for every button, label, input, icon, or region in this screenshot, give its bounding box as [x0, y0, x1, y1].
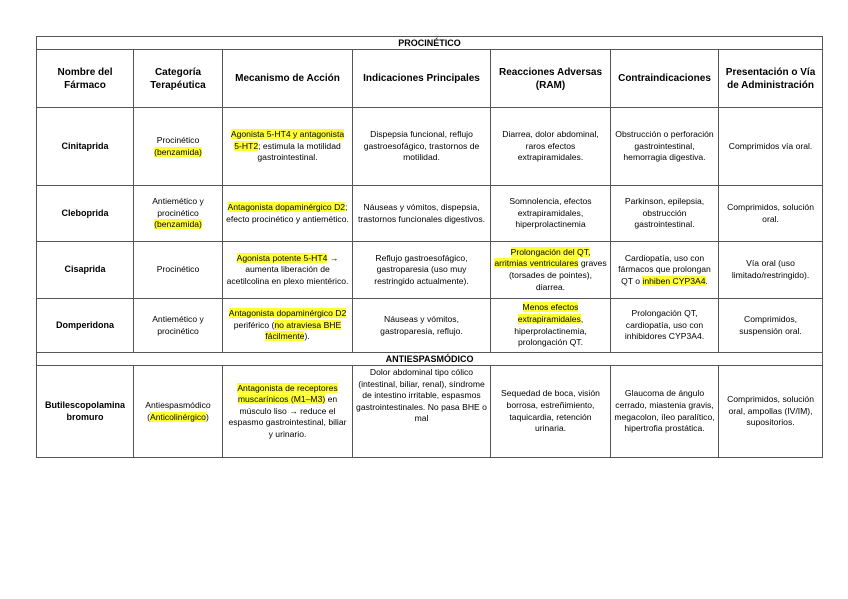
section-title-antiespasmodico: ANTIESPASMÓDICO [37, 353, 823, 366]
drug-presentation: Comprimidos, suspensión oral. [719, 299, 823, 353]
drug-adverse-reactions [491, 299, 611, 353]
header-indicaciones: Indicaciones Principales [353, 50, 491, 108]
mechanism-text: ; efecto procinético y antiemético. [226, 201, 349, 224]
category-text: Procinético [156, 134, 200, 145]
table-row [37, 108, 823, 186]
header-reacciones: Reacciones Adversas (RAM) [491, 50, 611, 108]
drug-mechanism [223, 366, 353, 458]
section-title-procinetico: PROCINÉTICO [37, 37, 823, 50]
drug-name: Butilescopolamina bromuro [37, 366, 134, 458]
drug-presentation: Comprimidos, solución oral, ampollas (IV/IM), supositorios. [719, 366, 823, 458]
drug-category: Procinético [134, 242, 223, 299]
drug-indications: Dispepsia funcional, reflujo gastroesofágico, trastornos de motilidad. [353, 108, 491, 186]
header-presentacion: Presentación o Vía de Administración [719, 50, 823, 108]
drug-table [36, 36, 823, 458]
drug-indications: Náuseas y vómitos, gastroparesia, reflujo. [353, 299, 491, 353]
drug-mechanism [223, 299, 353, 353]
drug-contraindications: Parkinson, epilepsia, obstrucción gastrointestinal. [611, 186, 719, 242]
drug-category [134, 366, 223, 458]
drug-mechanism [223, 186, 353, 242]
category-text: Antiespasmódico ( [145, 399, 211, 422]
mechanism-highlight: Antagonista de receptores muscarínicos (M1–M3) [237, 382, 338, 405]
header-row [37, 50, 823, 108]
drug-name: Cisaprida [37, 242, 134, 299]
category-end: ) [205, 411, 209, 422]
table-row [37, 366, 823, 458]
drug-indications: Náuseas y vómitos, dispepsia, trastornos funcionales digestivos. [353, 186, 491, 242]
drug-presentation: Comprimidos, solución oral. [719, 186, 823, 242]
mechanism-highlight-2: no atraviesa BHE fácilmente [265, 319, 342, 342]
mechanism-highlight: Agonista potente 5-HT4 [236, 252, 328, 263]
section-row-procinetico [37, 37, 823, 50]
drug-indications: Reflujo gastroesofágico, gastroparesia (uso muy restringido actualmente). [353, 242, 491, 299]
drug-adverse-reactions: Somnolencia, efectos extrapiramidales, hiperprolactinemia [491, 186, 611, 242]
mechanism-text: ; estimula la motilidad gastrointestinal. [257, 140, 341, 163]
drug-presentation: Comprimidos vía oral. [719, 108, 823, 186]
table-row [37, 242, 823, 299]
table-row [37, 299, 823, 353]
mechanism-text: periférico ( [233, 319, 275, 330]
header-nombre: Nombre del Fármaco [37, 50, 134, 108]
drug-contraindications: Glaucoma de ángulo cerrado, miastenia gravis, megacolon, íleo paralítico, hipertrofia prostática. [611, 366, 719, 458]
contraindications-end: . [705, 275, 708, 286]
mechanism-highlight: Antagonista dopaminérgico D2 [228, 308, 347, 319]
drug-name: Domperidona [37, 299, 134, 353]
drug-category: Antiemético y procinético [134, 299, 223, 353]
header-mecanismo: Mecanismo de Acción [223, 50, 353, 108]
reactions-highlight: Prolongación del QT, arritmias ventriculares [494, 246, 591, 269]
drug-adverse-reactions: Sequedad de boca, visión borrosa, estreñimiento, taquicardia, retención urinaria. [491, 366, 611, 458]
mechanism-text: → aumenta liberación de acetilcolina en plexo mientérico. [226, 252, 349, 286]
header-contraindicaciones: Contraindicaciones [611, 50, 719, 108]
drug-contraindications: Prolongación QT, cardiopatía, uso con inhibidores CYP3A4. [611, 299, 719, 353]
drug-mechanism [223, 242, 353, 299]
drug-indications: Dolor abdominal tipo cólico (intestinal, biliar, renal), síndrome de intestino irritable, espasmos gastrointestinales. No pasa BHE o mal [353, 366, 491, 458]
table-row [37, 186, 823, 242]
header-categoria: Categoría Terapéutica [134, 50, 223, 108]
drug-mechanism [223, 108, 353, 186]
reactions-text: graves (torsades de pointes), diarrea. [508, 258, 607, 292]
category-highlight: (benzamida) [154, 219, 202, 230]
drug-category [134, 186, 223, 242]
drug-name: Cleboprida [37, 186, 134, 242]
drug-contraindications: Obstrucción o perforación gastrointestinal, hemorragia digestiva. [611, 108, 719, 186]
mechanism-highlight: Agonista 5-HT4 y antagonista 5-HT2 [230, 129, 345, 151]
mechanism-highlight: Antagonista dopaminérgico D2 [227, 201, 346, 212]
drug-adverse-reactions: Diarrea, dolor abdominal, raros efectos extrapiramidales. [491, 108, 611, 186]
contraindications-highlight: inhiben CYP3A4 [642, 275, 706, 286]
drug-adverse-reactions [491, 242, 611, 299]
drug-presentation: Vía oral (uso limitado/restringido). [719, 242, 823, 299]
reactions-text: , hiperprolactinemia, prolongación QT. [514, 313, 587, 348]
category-highlight: (benzamida) [154, 146, 202, 157]
drug-contraindications [611, 242, 719, 299]
category-highlight: Anticolinérgico [150, 411, 206, 422]
drug-category [134, 108, 223, 186]
mechanism-end: ). [304, 331, 310, 342]
reactions-highlight: Menos efectos extrapiramidales [517, 302, 581, 324]
contraindications-text: Cardiopatía, uso con fármacos que prolongan QT o [618, 252, 711, 286]
section-row-antiespasmodico [37, 353, 823, 366]
category-text: Antiemético y procinético [152, 196, 204, 218]
drug-name: Cinitaprida [37, 108, 134, 186]
mechanism-text: en músculo liso → reduce el espasmo gastrointestinal, biliar y urinario. [228, 394, 347, 439]
